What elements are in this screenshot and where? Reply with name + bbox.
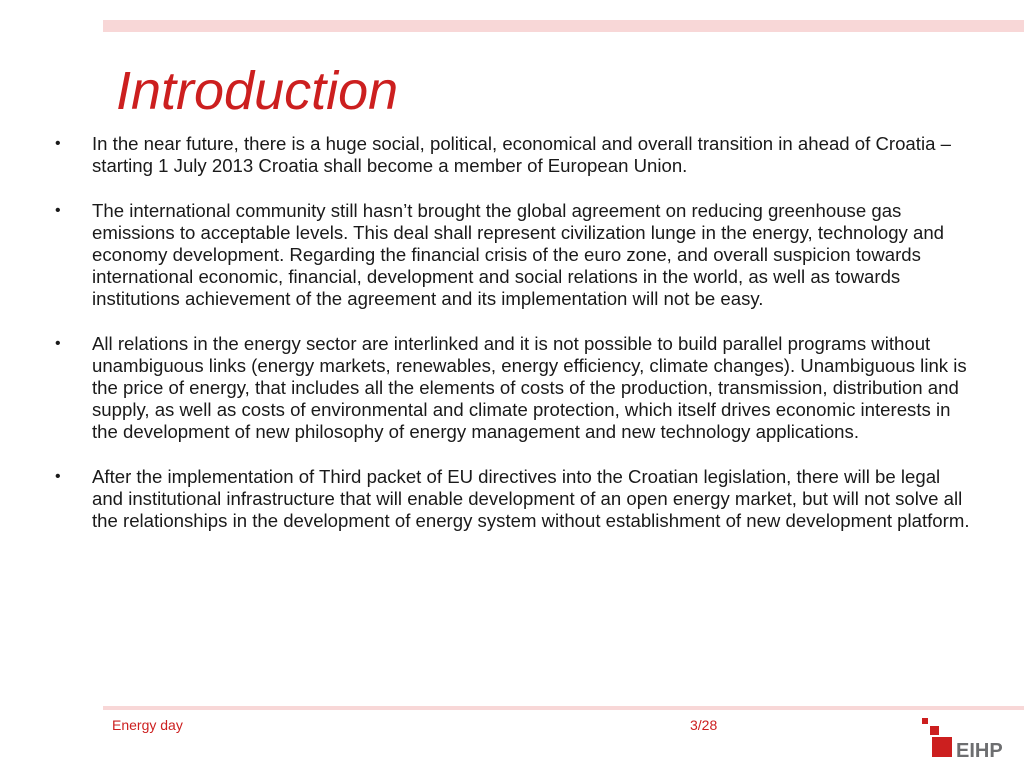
top-decorative-bar: [103, 20, 1024, 32]
bullet-text: In the near future, there is a huge social, political, economical and overall transition in ahead of Croatia – starting 1 July 2013 Croatia shall become a member of European Union.: [92, 133, 951, 176]
page-number: 3/28: [690, 717, 718, 733]
logo-square-large: [932, 737, 952, 757]
bullet-item: [53, 466, 973, 532]
bottom-decorative-bar: [103, 706, 1024, 710]
bullet-item: [53, 333, 973, 443]
logo-text: EIHP: [956, 740, 1003, 762]
bullet-item: [53, 200, 973, 310]
bullet-dot-icon: •: [55, 202, 61, 219]
bullet-text: The international community still hasn’t brought the global agreement on reducing greenhouse gas emissions to acceptable levels. This deal shall represent civilization lunge in the energy, technology and economy development. Regarding the financial crisis of the euro zone, and overall suspicion towards international economic, financial, development and social relations in the world, as well as towards institutions achievement of the agreement and its implementation will not be easy.: [92, 200, 945, 309]
slide-title: Introduction: [116, 61, 399, 121]
bullet-list: [53, 133, 973, 555]
bullet-dot-icon: •: [55, 335, 61, 352]
footer-event-label: Energy day: [112, 717, 183, 733]
logo-square-mid: [930, 726, 939, 735]
logo-square-small: [922, 718, 928, 724]
bullet-text: After the implementation of Third packet of EU directives into the Croatian legislation, there will be legal and institutional infrastructure that will enable development of an open energy market, but will not solve all the relationships in the development of energy system without establishment of new development platform.: [92, 466, 970, 531]
bullet-dot-icon: •: [55, 468, 61, 485]
bullet-item: [53, 133, 973, 177]
eihp-logo: [920, 716, 1020, 766]
bullet-text: All relations in the energy sector are interlinked and it is not possible to build parallel programs without unambiguous links (energy markets, renewables, energy efficiency, climate changes). Unambiguous link is the price of energy, that includes all the elements of costs of the production, transmission, distribution and supply, as well as costs of environmental and climate protection, which itself drives economic interests in the development of new philosophy of energy management and new technology applications.: [92, 333, 967, 442]
bullet-dot-icon: •: [55, 135, 61, 152]
